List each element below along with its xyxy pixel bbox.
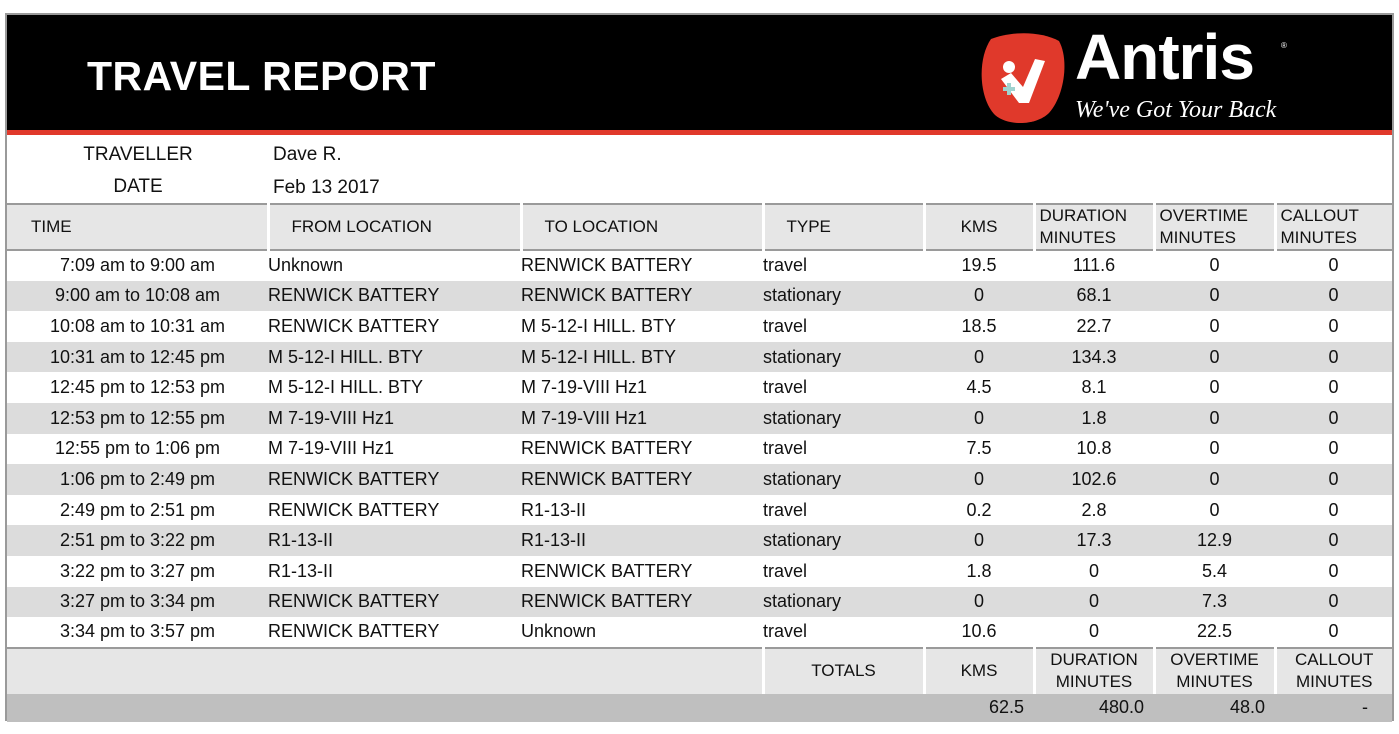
cell-overtime: 0 — [1209, 438, 1220, 459]
cell-callout: 0 — [1275, 525, 1392, 556]
cell-type: travel — [763, 621, 808, 642]
totals-overtime-label-line1: OVERTIME — [1170, 650, 1259, 670]
cell-type: stationary — [763, 525, 924, 556]
totals-callout-label — [1275, 648, 1392, 694]
cell-kms: 0 — [924, 342, 1034, 373]
table-row — [7, 525, 1392, 556]
cell-time: 2:49 pm to 2:51 pm — [59, 499, 216, 520]
table-row — [7, 281, 1392, 312]
col-from-header: FROM LOCATION — [268, 204, 521, 250]
totals-overtime-label — [1154, 648, 1275, 694]
cell-from-location: M 5-12-I HILL. BTY — [268, 377, 424, 398]
totals-label: TOTALS — [763, 648, 924, 694]
cell-callout: 0 — [1328, 621, 1339, 642]
cell-duration: 0 — [1034, 587, 1154, 618]
cell-duration: 17.3 — [1034, 525, 1154, 556]
cell-type: stationary — [763, 281, 924, 312]
totals-duration-value: 480.0 — [1034, 694, 1154, 722]
cell-time: 9:00 am to 10:08 am — [7, 281, 268, 312]
cell-duration: 0 — [1088, 621, 1099, 642]
cell-overtime: 0 — [1154, 403, 1275, 434]
cell-callout: 0 — [1328, 560, 1339, 581]
cell-duration: 134.3 — [1034, 342, 1154, 373]
antris-logo — [979, 21, 1287, 125]
cell-kms: 0.2 — [966, 499, 992, 520]
cell-to-location: M 5-12-I HILL. BTY — [521, 315, 677, 336]
cell-from-location: R1-13-II — [268, 560, 334, 581]
cell-time: 1:06 pm to 2:49 pm — [7, 464, 268, 495]
cell-type: stationary — [763, 464, 924, 495]
cell-from-location: M 7-19-VIII Hz1 — [268, 403, 521, 434]
cell-to-location: M 5-12-I HILL. BTY — [521, 342, 763, 373]
travel-table — [7, 203, 1392, 722]
table-row — [7, 495, 1392, 526]
totals-blank-cell — [268, 648, 521, 694]
totals-duration-label — [1034, 648, 1154, 694]
totals-callout-label-line2: MINUTES — [1296, 672, 1373, 692]
cell-duration: 0 — [1088, 560, 1099, 581]
cell-time: 3:27 pm to 3:34 pm — [7, 587, 268, 618]
cell-callout: 0 — [1275, 587, 1392, 618]
cell-to-location: RENWICK BATTERY — [521, 438, 693, 459]
cell-time: 12:53 pm to 12:55 pm — [7, 403, 268, 434]
col-kms-header: KMS — [924, 204, 1034, 250]
totals-callout-value: - — [1275, 694, 1392, 722]
cell-from-location: M 5-12-I HILL. BTY — [268, 342, 521, 373]
cell-duration: 22.7 — [1076, 315, 1112, 336]
col-duration-header-line2: MINUTES — [1039, 228, 1116, 247]
cell-overtime: 12.9 — [1154, 525, 1275, 556]
cell-to-location: R1-13-II — [521, 525, 763, 556]
cell-kms: 0 — [924, 403, 1034, 434]
cell-callout: 0 — [1328, 377, 1339, 398]
table-header-row — [7, 204, 1392, 250]
traveller-value: Dave R. — [273, 144, 342, 165]
cell-callout: 0 — [1328, 499, 1339, 520]
cell-time: 2:51 pm to 3:22 pm — [7, 525, 268, 556]
table-row — [7, 464, 1392, 495]
cell-type: travel — [763, 377, 808, 398]
cell-time: 12:45 pm to 12:53 pm — [49, 377, 226, 398]
col-time-header: TIME — [7, 204, 268, 250]
cell-type: travel — [763, 499, 808, 520]
col-duration-header — [1034, 204, 1154, 250]
cell-time: 7:09 am to 9:00 am — [59, 255, 216, 276]
table-body — [7, 250, 1392, 648]
totals-spacer — [521, 694, 763, 722]
date-label: DATE — [113, 176, 163, 197]
totals-kms-label: KMS — [924, 648, 1034, 694]
page-title: TRAVEL REPORT — [87, 53, 436, 99]
cell-from-location: RENWICK BATTERY — [268, 499, 440, 520]
cell-overtime: 0 — [1154, 342, 1275, 373]
cell-overtime: 0 — [1209, 255, 1220, 276]
totals-overtime-label-line2: MINUTES — [1176, 672, 1253, 692]
cell-from-location: RENWICK BATTERY — [268, 315, 440, 336]
totals-blank-cell — [521, 648, 763, 694]
table-row — [7, 403, 1392, 434]
table-row — [7, 434, 1392, 465]
cell-type: stationary — [763, 587, 924, 618]
logo-tagline: We've Got Your Back — [1075, 97, 1277, 123]
cell-kms: 0 — [924, 281, 1034, 312]
totals-duration-label-line2: MINUTES — [1055, 672, 1133, 692]
cell-type: travel — [763, 438, 808, 459]
col-overtime-header — [1154, 204, 1275, 250]
cell-duration: 2.8 — [1081, 499, 1107, 520]
cell-to-location: RENWICK BATTERY — [521, 281, 763, 312]
date-value: Feb 13 2017 — [273, 177, 380, 198]
cell-kms: 1.8 — [966, 560, 992, 581]
cell-to-location: RENWICK BATTERY — [521, 587, 763, 618]
cell-time: 3:34 pm to 3:57 pm — [59, 621, 216, 642]
cell-overtime: 5.4 — [1201, 560, 1228, 581]
col-type-header: TYPE — [763, 204, 924, 250]
cell-callout: 0 — [1275, 403, 1392, 434]
cell-from-location: M 7-19-VIII Hz1 — [268, 438, 395, 459]
cell-type: travel — [763, 315, 808, 336]
cell-from-location: RENWICK BATTERY — [268, 464, 521, 495]
table-row — [7, 617, 1392, 648]
cell-type: stationary — [763, 403, 924, 434]
table-row — [7, 556, 1392, 587]
cell-from-location: RENWICK BATTERY — [268, 281, 521, 312]
antris-logo-mark-icon — [979, 33, 1065, 125]
totals-blank-cell — [7, 648, 268, 694]
cell-time: 3:22 pm to 3:27 pm — [59, 560, 216, 581]
cell-to-location: M 7-19-VIII Hz1 — [521, 403, 763, 434]
cell-overtime: 0 — [1154, 464, 1275, 495]
cell-type: travel — [763, 560, 808, 581]
cell-overtime: 0 — [1209, 377, 1220, 398]
logo-wordmark: Antris — [1075, 21, 1254, 93]
table-row — [7, 311, 1392, 342]
cell-from-location: RENWICK BATTERY — [268, 587, 521, 618]
cell-kms: 10.6 — [961, 621, 997, 642]
col-duration-header-line1: DURATION — [1039, 206, 1128, 225]
cell-to-location: M 7-19-VIII Hz1 — [521, 377, 648, 398]
cell-callout: 0 — [1275, 464, 1392, 495]
table-row — [7, 342, 1392, 373]
report-meta — [7, 140, 1392, 202]
cell-callout: 0 — [1328, 255, 1339, 276]
cell-to-location: R1-13-II — [521, 499, 587, 520]
cell-to-location: Unknown — [521, 621, 597, 642]
totals-values-row — [7, 694, 1392, 722]
cell-type: travel — [763, 255, 808, 276]
col-overtime-header-line1: OVERTIME — [1159, 206, 1248, 225]
traveller-label: TRAVELLER — [83, 144, 193, 165]
cell-overtime: 0 — [1154, 281, 1275, 312]
cell-to-location: RENWICK BATTERY — [521, 464, 763, 495]
col-to-header: TO LOCATION — [521, 204, 763, 250]
cell-type: stationary — [763, 342, 924, 373]
col-callout-header-line2: MINUTES — [1280, 228, 1357, 247]
col-callout-header — [1275, 204, 1392, 250]
totals-duration-label-line1: DURATION — [1050, 650, 1138, 670]
cell-kms: 18.5 — [961, 315, 997, 336]
cell-kms: 0 — [924, 464, 1034, 495]
cell-to-location: RENWICK BATTERY — [521, 255, 693, 276]
cell-overtime: 0 — [1209, 315, 1220, 336]
cell-from-location: Unknown — [268, 255, 344, 276]
cell-to-location: RENWICK BATTERY — [521, 560, 693, 581]
totals-spacer — [7, 694, 268, 722]
cell-kms: 7.5 — [966, 438, 992, 459]
totals-kms-value: 62.5 — [924, 694, 1034, 722]
cell-callout: 0 — [1275, 342, 1392, 373]
totals-header-row — [7, 648, 1392, 694]
cell-kms: 4.5 — [966, 377, 992, 398]
cell-time: 10:08 am to 10:31 am — [49, 315, 226, 336]
cell-duration: 68.1 — [1034, 281, 1154, 312]
totals-spacer — [268, 694, 521, 722]
cell-kms: 0 — [924, 525, 1034, 556]
cell-overtime: 22.5 — [1196, 621, 1233, 642]
cell-time: 12:55 pm to 1:06 pm — [54, 438, 221, 459]
totals-overtime-value: 48.0 — [1154, 694, 1275, 722]
col-overtime-header-line2: MINUTES — [1159, 228, 1236, 247]
cell-duration: 10.8 — [1076, 438, 1112, 459]
report-frame — [5, 13, 1394, 721]
cell-duration: 1.8 — [1034, 403, 1154, 434]
table-row — [7, 250, 1392, 281]
totals-spacer — [763, 694, 924, 722]
cell-time: 10:31 am to 12:45 pm — [7, 342, 268, 373]
cell-duration: 102.6 — [1034, 464, 1154, 495]
totals-callout-label-line1: CALLOUT — [1295, 650, 1374, 670]
cell-overtime: 0 — [1209, 499, 1220, 520]
cell-callout: 0 — [1328, 315, 1339, 336]
cell-duration: 111.6 — [1072, 255, 1116, 276]
cell-callout: 0 — [1275, 281, 1392, 312]
table-row — [7, 587, 1392, 618]
cell-from-location: R1-13-II — [268, 525, 521, 556]
cell-from-location: RENWICK BATTERY — [268, 621, 440, 642]
cell-kms: 0 — [924, 587, 1034, 618]
report-header — [7, 15, 1392, 135]
table-row — [7, 372, 1392, 403]
cell-kms: 19.5 — [961, 255, 997, 276]
logo-registered-mark: ® — [1281, 41, 1287, 50]
col-callout-header-line1: CALLOUT — [1280, 206, 1359, 225]
cell-duration: 8.1 — [1081, 377, 1107, 398]
cell-callout: 0 — [1328, 438, 1339, 459]
cell-overtime: 7.3 — [1154, 587, 1275, 618]
